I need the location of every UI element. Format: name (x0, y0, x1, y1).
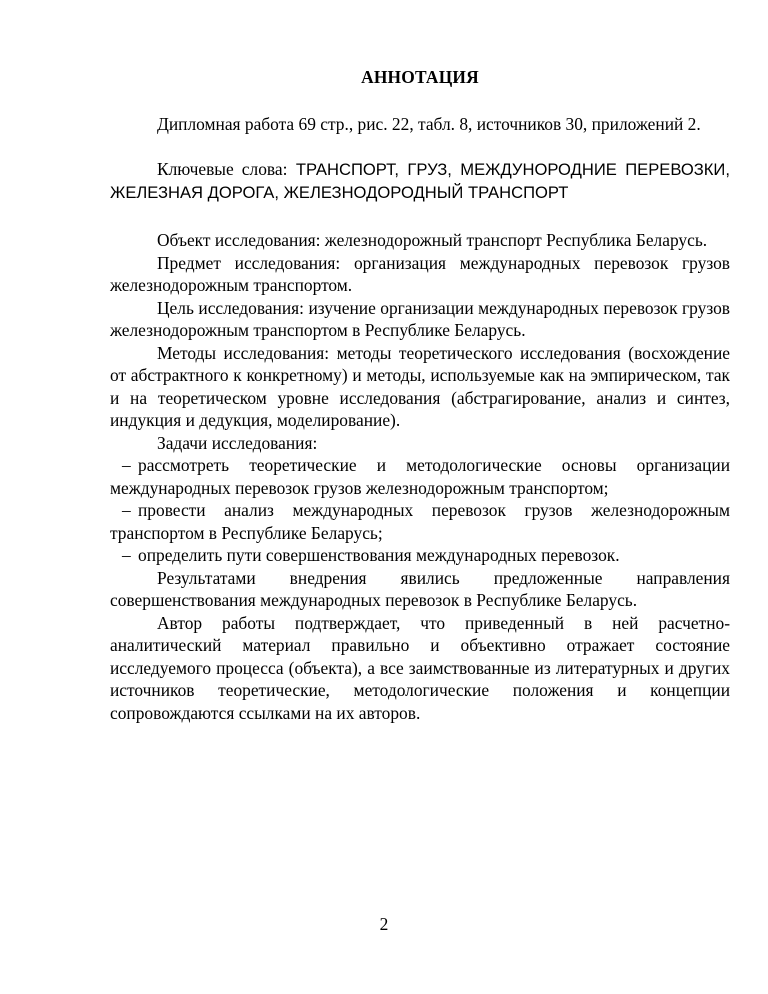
author-statement-paragraph: Автор работы подтверждает, что приведенный в ней расчетно-аналитический материал правильно и объективно отражает состояние исследуемого процесса (объекта), а все заимствованные из литературных и других источников теоретические, методологические положения и концепции сопровождаются ссылками на их авторов. (110, 612, 730, 723)
keywords-paragraph (110, 158, 730, 204)
dash-icon: – (122, 545, 131, 565)
keywords-label: Ключевые слова: (157, 159, 288, 179)
task-text: провести анализ международных перевозок грузов железнодорожным транспортом в Республике Беларусь; (110, 500, 730, 543)
task-text: определить пути совершенствования международных перевозок. (138, 545, 620, 565)
document-title: АННОТАЦИЯ (361, 67, 479, 87)
document-page (110, 60, 730, 724)
list-item (110, 544, 730, 567)
tasks-heading: Задачи исследования: (157, 432, 318, 453)
object-paragraph: Объект исследования: железнодорожный транспорт Республика Беларусь. (157, 230, 708, 250)
dash-icon: – (122, 455, 131, 475)
task-text: рассмотреть теоретические и методологические основы организации международных перевозок грузов железнодорожным транспортом; (110, 455, 730, 498)
dash-icon: – (122, 500, 131, 520)
list-item (110, 454, 730, 499)
results-paragraph: Результатами внедрения явились предложенные направления совершенствования международных перевозок в Республике Беларусь. (110, 567, 730, 610)
tasks-list (110, 454, 730, 567)
page-number: 2 (379, 914, 389, 934)
keywords-text: ТРАНСПОРТ, ГРУЗ, МЕЖДУНОРОДНИЕ ПЕРЕВОЗКИ, ЖЕЛЕЗНАЯ ДОРОГА, ЖЕЛЕЗНОДОРОДНЫЙ ТРАНСПОРТ (110, 160, 730, 202)
summary-paragraph: Дипломная работа 69 стр., рис. 22, табл. 8, источников 30, приложений 2. (157, 113, 701, 134)
methods-paragraph: Методы исследования: методы теоретического исследования (восхождение от абстрактного к конкретному) и методы, используемые как на эмпирическом, так и на теоретическом уровне исследования (абстрагирование, анализ и синтез, индукция и дедукция, моделирование). (110, 342, 730, 430)
list-item (110, 499, 730, 544)
goal-paragraph: Цель исследования: изучение организации международных перевозок грузов железнодорожным транспортом в Республике Беларусь. (110, 297, 730, 340)
subject-paragraph: Предмет исследования: организация международных перевозок грузов железнодорожным транспортом. (110, 252, 730, 295)
